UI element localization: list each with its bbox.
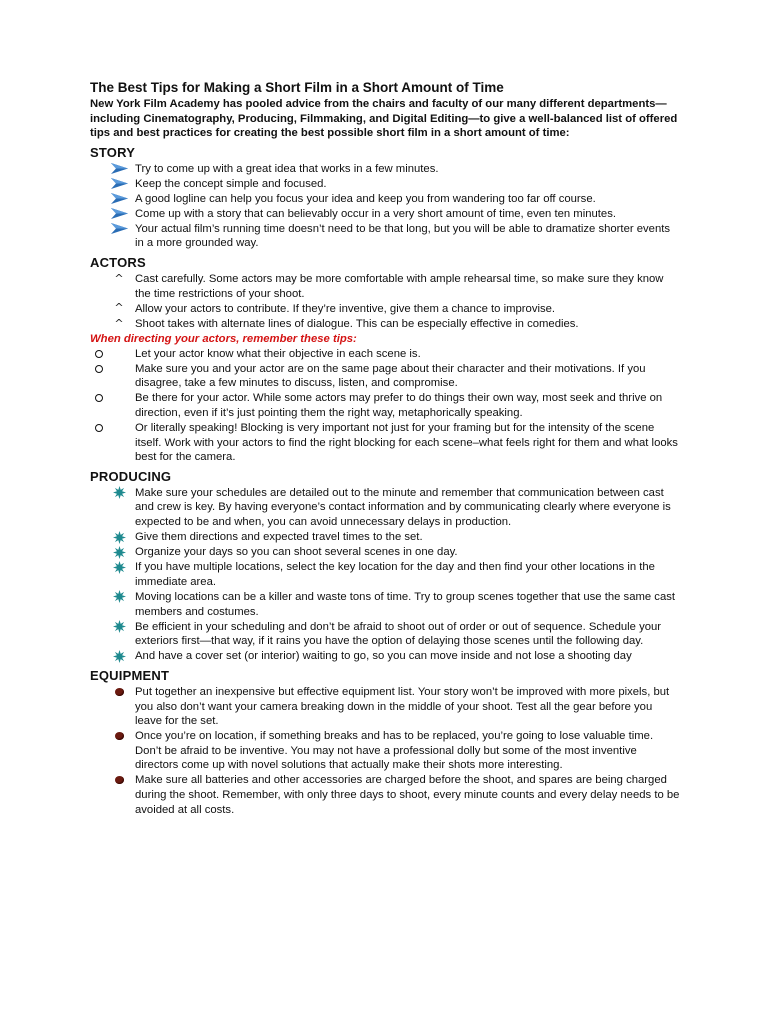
- list-item: [90, 222, 680, 251]
- list-item: [90, 347, 680, 362]
- caret-icon: ^: [114, 271, 124, 285]
- list-item-text: Shoot takes with alternate lines of dialogue. This can be especially effective in comedies.: [135, 317, 579, 330]
- list-item: [90, 362, 680, 391]
- list-item: [90, 207, 680, 222]
- starburst-icon: [110, 486, 128, 500]
- document-title: The Best Tips for Making a Short Film in a Short Amount of Time: [90, 80, 504, 95]
- list-item: [90, 486, 680, 530]
- caret-icon: ^: [114, 301, 124, 315]
- producing-list: [90, 486, 680, 664]
- list-item: [90, 530, 680, 545]
- list-item-text: Be efficient in your scheduling and don’t be afraid to shoot out of order or out of sequence. Schedule your exteriors first—that way, if it rains you have the option of delaying those scenes until the following day.: [135, 620, 662, 648]
- dot-icon: [110, 685, 128, 699]
- intro-paragraph: New York Film Academy has pooled advice from the chairs and faculty of our many different departments—including Cinematography, Producing, Filmmaking, and Digital Editing—to give a well-balanced list of offered tips and best practices for creating the best possible short film in a short amount of time:: [90, 98, 678, 139]
- list-item-text: Cast carefully. Some actors may be more comfortable with ample rehearsal time, so make sure they know the time restrictions of your shoot.: [135, 273, 664, 300]
- list-item: [90, 545, 680, 560]
- list-item: [90, 685, 680, 729]
- circle-bullet-icon: [90, 421, 108, 435]
- list-item-text: Moving locations can be a killer and waste tons of time. Try to group scenes together that use the same cast members and costumes.: [135, 590, 676, 618]
- section-heading-actors: ACTORS: [90, 255, 146, 271]
- document-page: [90, 80, 680, 818]
- starburst-icon: [110, 649, 128, 663]
- actors-list: [90, 272, 680, 331]
- list-item-text: Make sure all batteries and other accessories are charged before the shoot, and spares are being charged during the shoot. Remember, with only three days to shoot, every minute counts and every delay needs to be avoided at all costs.: [135, 774, 680, 816]
- list-item-text: Allow your actors to contribute. If they’re inventive, give them a chance to improvise.: [135, 302, 556, 315]
- list-item: [90, 272, 680, 301]
- list-item: [90, 620, 680, 649]
- arrow-icon: [110, 192, 128, 206]
- circle-bullet-icon: [90, 347, 108, 361]
- list-item-text: Make sure your schedules are detailed out to the minute and remember that communication between cast and crew is key. By having everyone’s contact information and by communicating clearly where everyone is expected to be and when, you can avoid unnecessary delays in production.: [135, 486, 671, 528]
- circle-bullet-icon: [90, 391, 108, 405]
- list-item: [90, 391, 680, 420]
- list-item-text: Your actual film’s running time doesn’t need to be that long, but you will be able to dramatize shorter events in a more grounded way.: [135, 222, 671, 250]
- starburst-icon: [110, 545, 128, 559]
- dot-icon: [110, 729, 128, 743]
- arrow-icon: [110, 207, 128, 221]
- list-item-text: Come up with a story that can believably occur in a very short amount of time, even ten minutes.: [135, 207, 616, 220]
- list-item-text: Once you’re on location, if something breaks and has to be replaced, you’re going to lose valuable time. Don’t be afraid to be inventive. You may not have a professional dolly but some of the most inventive directors come up with novel solutions that actually make their shots more interesting.: [135, 730, 654, 772]
- list-item-text: A good logline can help you focus your idea and keep you from wandering too far off course.: [135, 192, 596, 205]
- section-heading-equipment: EQUIPMENT: [90, 667, 170, 683]
- actor-tips-note: When directing your actors, remember these tips:: [90, 332, 357, 345]
- list-item: [90, 302, 680, 317]
- list-item: [90, 162, 680, 177]
- circle-bullet-icon: [90, 362, 108, 376]
- arrow-icon: [110, 162, 128, 176]
- starburst-icon: [110, 560, 128, 574]
- list-item: [90, 421, 680, 465]
- starburst-icon: [110, 620, 128, 634]
- list-item-text: Or literally speaking! Blocking is very important not just for your framing but for the intensity of the scene itself. Work with your actors to find the right blocking for each scene–what feels right for them and what looks best for the camera.: [135, 422, 678, 464]
- list-item-text: Make sure you and your actor are on the same page about their character and their motivations. If you disagree, take a few minutes to discuss, listen, and compromise.: [135, 362, 646, 390]
- list-item-text: Be there for your actor. While some actors may prefer to do things their own way, most seek and thrive on direction, even if it’s just pointing them the right way, metaphorically speaking.: [135, 392, 663, 419]
- list-item-text: Let your actor know what their objective in each scene is.: [135, 347, 421, 360]
- list-item-text: And have a cover set (or interior) waiting to go, so you can move inside and not lose a shooting day: [135, 650, 632, 663]
- list-item: [90, 649, 680, 664]
- list-item-text: Give them directions and expected travel times to the set.: [135, 531, 423, 544]
- list-item: [90, 560, 680, 589]
- list-item: [90, 729, 680, 773]
- list-item-text: Organize your days so you can shoot several scenes in one day.: [135, 546, 458, 559]
- section-heading-producing: PRODUCING: [90, 468, 172, 484]
- list-item-text: If you have multiple locations, select the key location for the day and then find your other locations in the immediate area.: [135, 561, 655, 588]
- starburst-icon: [110, 530, 128, 544]
- list-item: [90, 317, 680, 332]
- dot-icon: [110, 773, 128, 787]
- list-item-text: Put together an inexpensive but effective equipment list. Your story won’t be improved with more pixels, but you also don’t want your camera breaking down in the middle of your shoot. Test all the gear before you leave for the set.: [135, 685, 670, 728]
- equipment-list: [90, 685, 680, 817]
- arrow-icon: [110, 177, 128, 191]
- list-item: [90, 773, 680, 817]
- arrow-icon: [110, 222, 128, 236]
- actor-tips-list: [90, 347, 680, 465]
- list-item-text: Keep the concept simple and focused.: [135, 177, 327, 190]
- section-heading-story: STORY: [90, 144, 136, 160]
- list-item: [90, 590, 680, 619]
- list-item: [90, 177, 680, 192]
- list-item-text: Try to come up with a great idea that works in a few minutes.: [135, 162, 439, 175]
- caret-icon: ^: [114, 316, 124, 330]
- starburst-icon: [110, 590, 128, 604]
- list-item: [90, 192, 680, 207]
- story-list: [90, 162, 680, 252]
